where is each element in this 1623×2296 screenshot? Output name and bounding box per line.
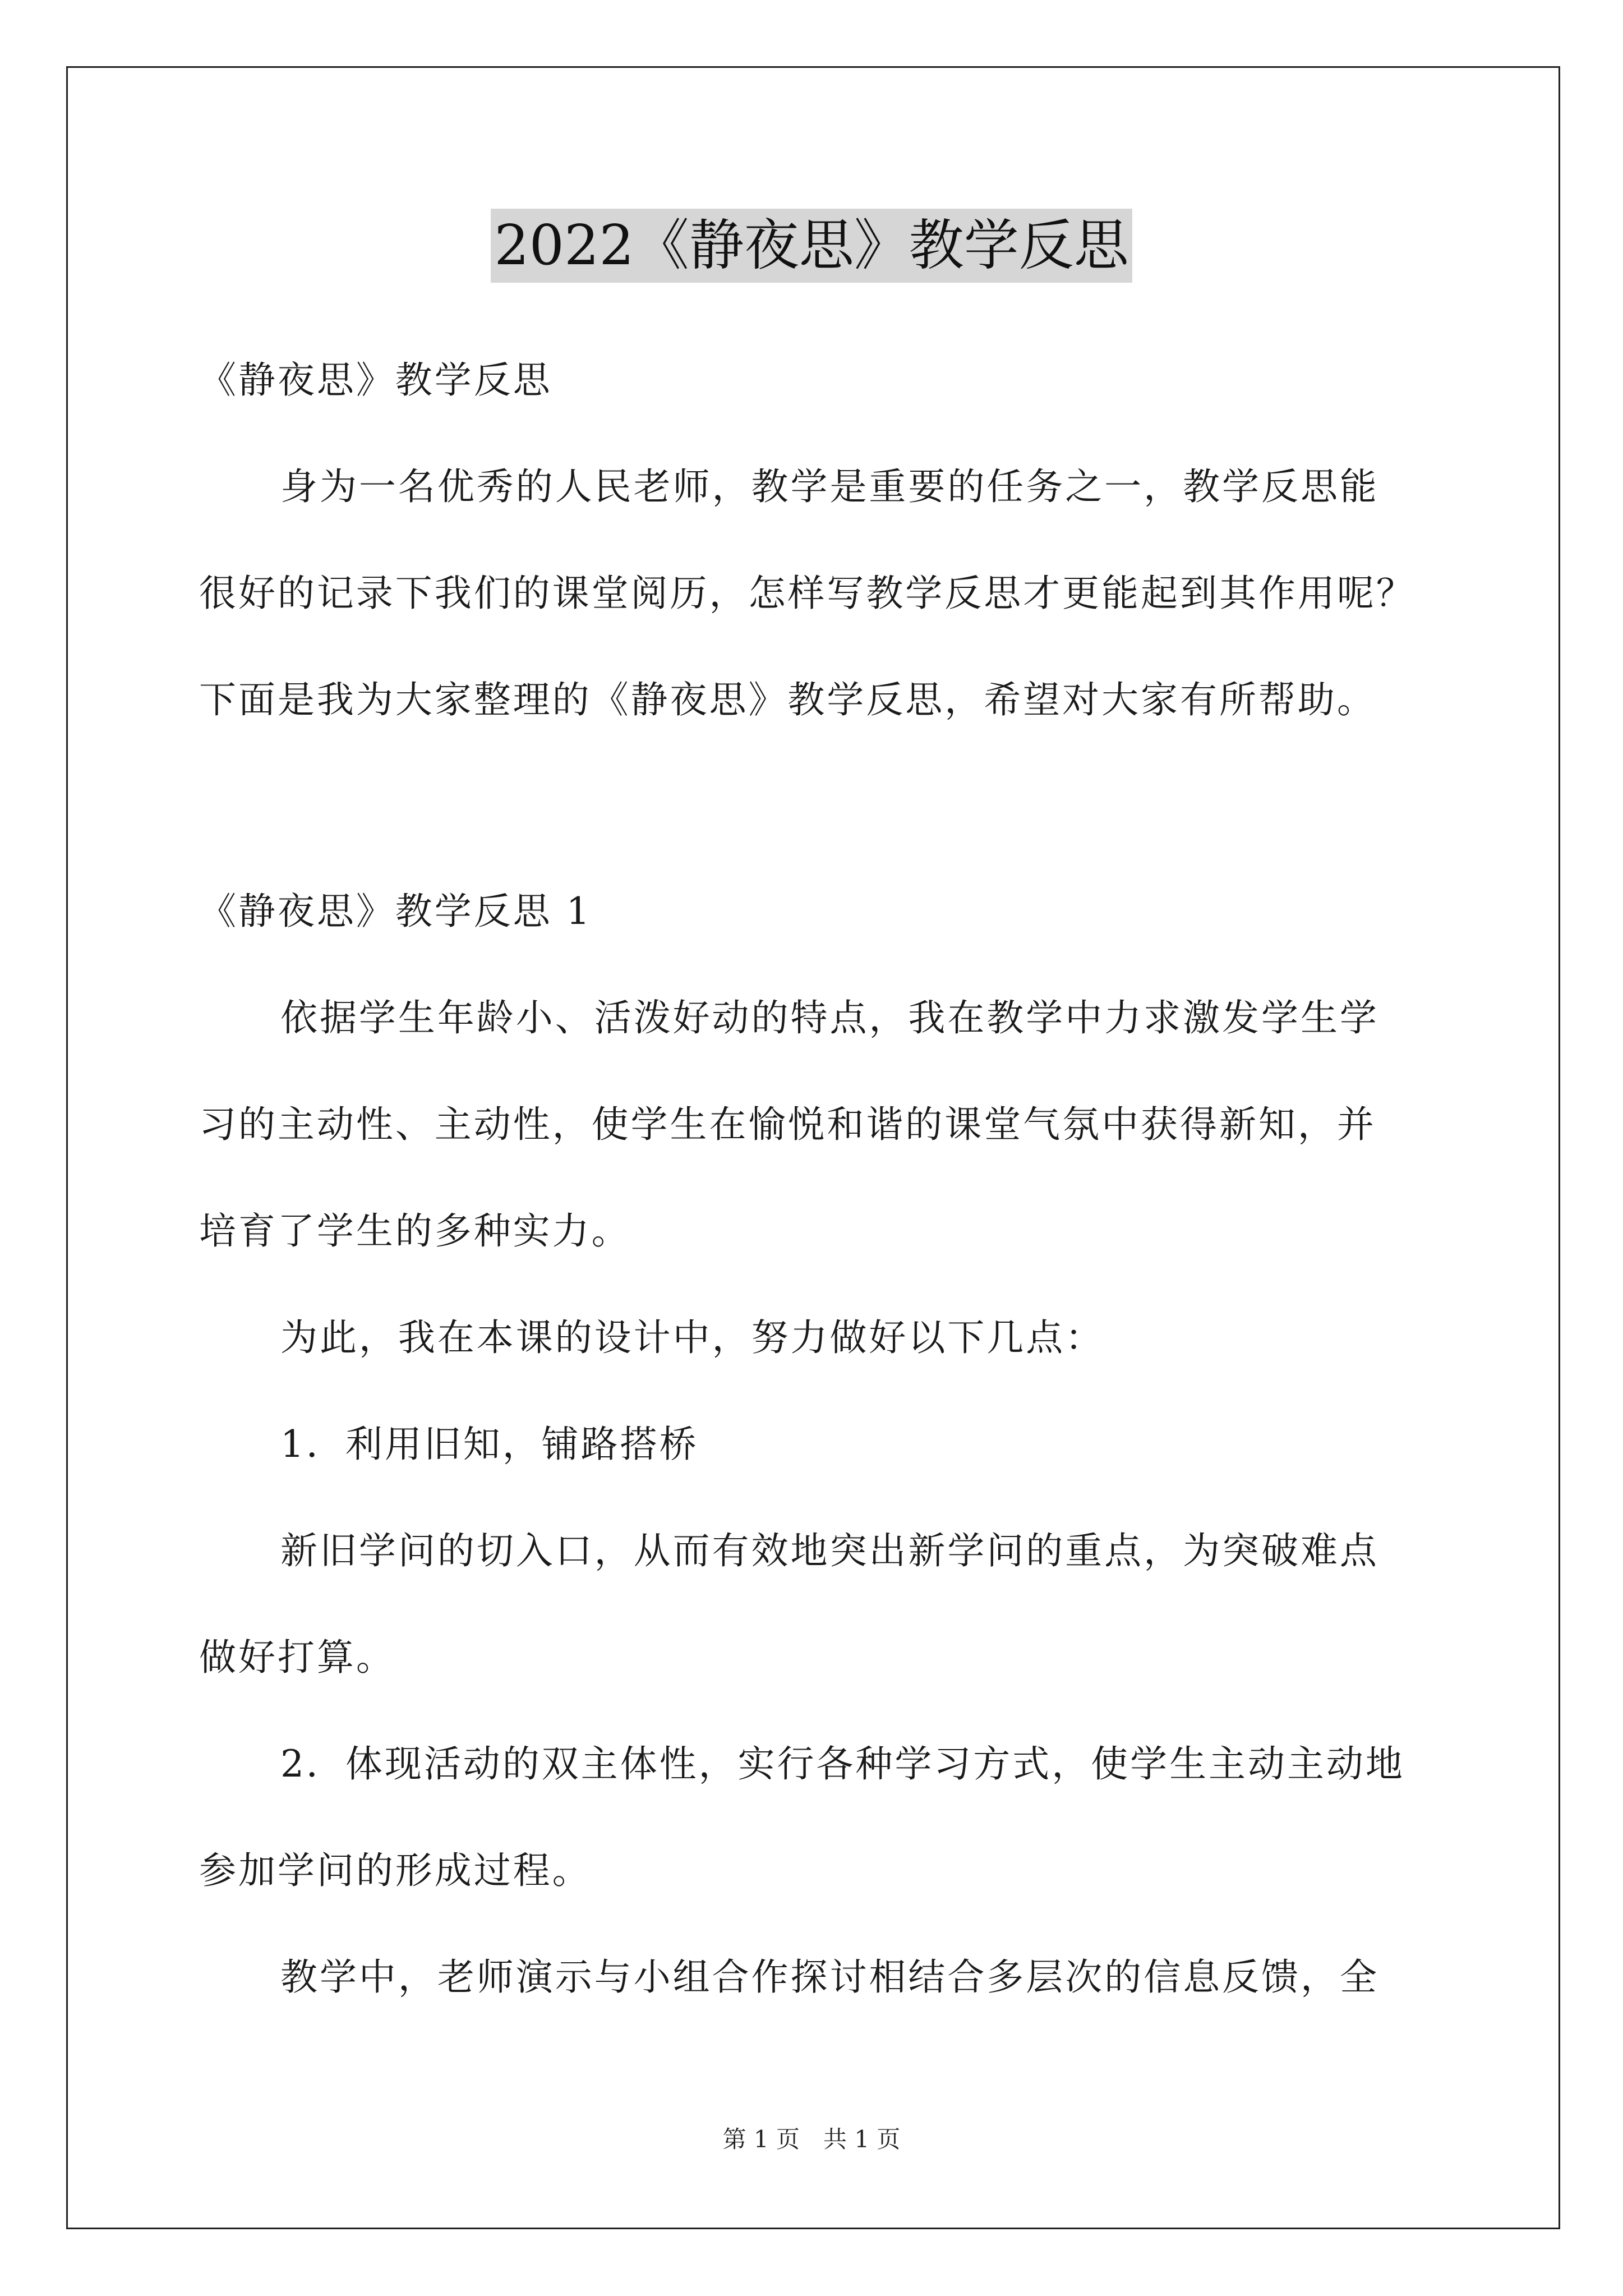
paragraph-line: 习的主动性、主动性，使学生在愉悦和谐的课堂气氛中获得新知，并 <box>199 1103 1376 1146</box>
section-heading: 《静夜思》教学反思 1 <box>199 890 592 933</box>
list-item: 2．体现活动的双主体性，实行各种学习方式，使学生主动主动地 <box>280 1742 1405 1786</box>
paragraph-line: 新旧学问的切入口，从而有效地突出新学问的重点，为突破难点 <box>280 1529 1379 1572</box>
paragraph-line: 为此，我在本课的设计中，努力做好以下几点： <box>280 1316 1105 1359</box>
title-container <box>0 209 1623 283</box>
list-item: 1．利用旧知，铺路搭桥 <box>280 1423 699 1466</box>
paragraph-line: 教学中，老师演示与小组合作探讨相结合多层次的信息反馈，全 <box>280 1955 1379 1999</box>
paragraph-line: 身为一名优秀的人民老师，教学是重要的任务之一，教学反思能 <box>280 465 1379 508</box>
paragraph-line: 下面是我为大家整理的《静夜思》教学反思，希望对大家有所帮助。 <box>199 678 1376 721</box>
paragraph-line: 参加学问的形成过程。 <box>199 1849 592 1892</box>
document-title: 2022《静夜思》教学反思 <box>491 209 1132 283</box>
page-footer: 第 1 页 共 1 页 <box>722 2125 901 2153</box>
paragraph-line: 很好的记录下我们的课堂阅历，怎样写教学反思才更能起到其作用呢？ <box>199 572 1415 615</box>
section-heading: 《静夜思》教学反思 <box>199 358 552 402</box>
paragraph-line: 做好打算。 <box>199 1636 395 1679</box>
paragraph-line: 培育了学生的多种实力。 <box>199 1209 631 1253</box>
paragraph-line: 依据学生年龄小、活泼好动的特点，我在教学中力求激发学生学 <box>280 996 1379 1039</box>
